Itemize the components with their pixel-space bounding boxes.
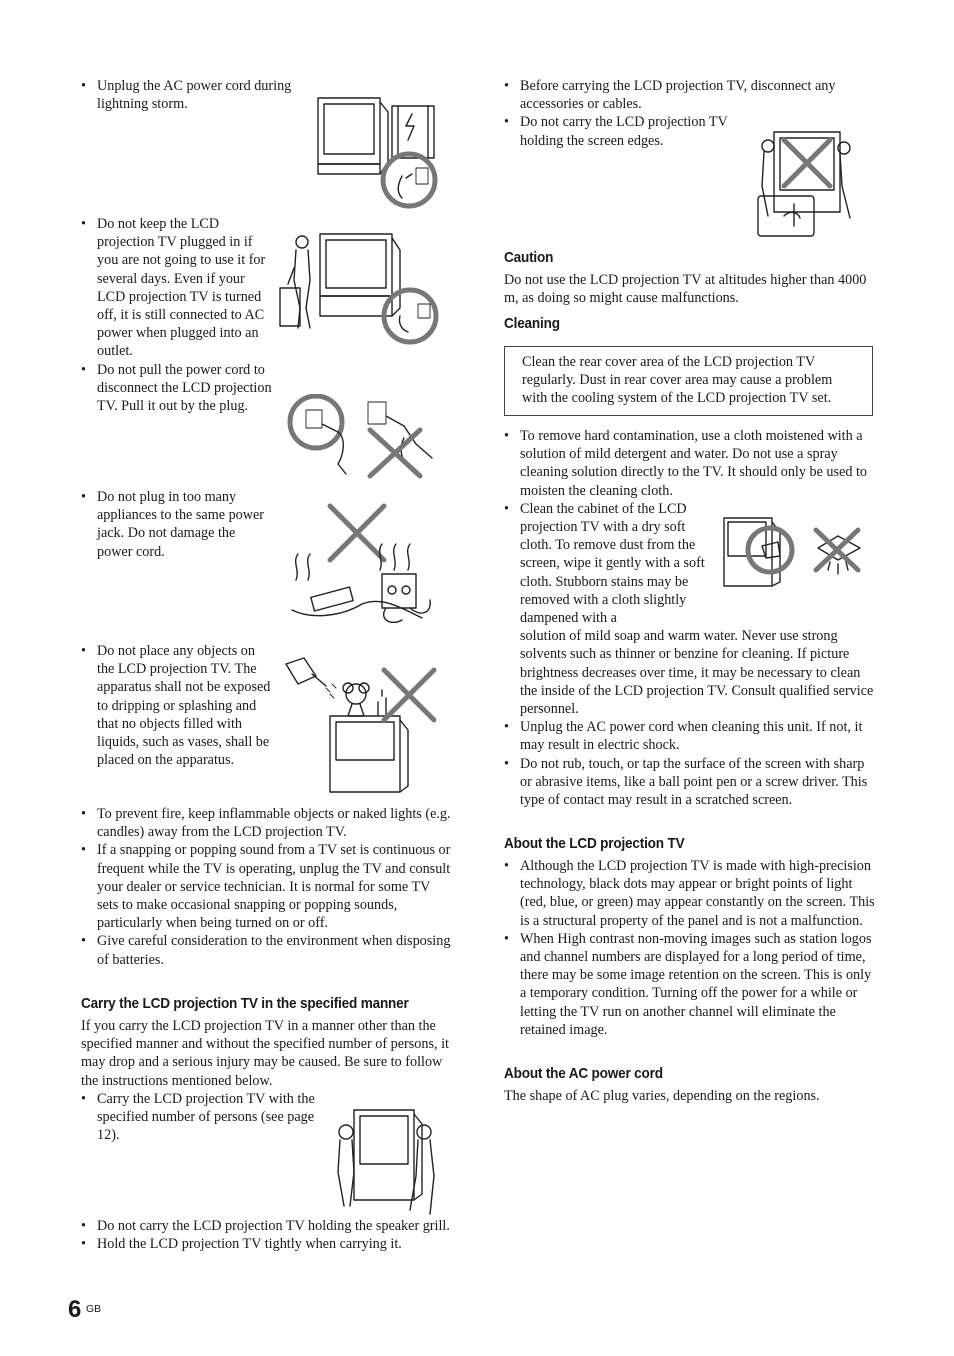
tv-lightning-unplug-illustration (312, 92, 442, 210)
list-item: • Do not keep the LCD projection TV plugged in if you are not going to use it for several days. Even if your LCD projection TV is turned off, it is still connected to AC power when plugged into an outlet. (81, 215, 273, 361)
section-heading: Cleaning (504, 316, 560, 333)
bullet-list (81, 1090, 321, 1145)
bullet-list (81, 805, 453, 969)
section-heading: Caution (504, 250, 554, 266)
bullet-list (81, 1217, 453, 1253)
list-item: • To remove hard contamination, use a cloth moistened with a solution of mild detergent and water. Do not use a spray cleaning solution directly to the TV. It should only be used to moisten the cleaning cloth. (504, 427, 876, 500)
pull-plug-illustration (286, 394, 442, 480)
list-item: • Before carrying the LCD projection TV, disconnect any accessories or cables. (504, 77, 876, 113)
list-item: • Give careful consideration to the environment when disposing of batteries. (81, 932, 453, 968)
list-item: • When High contrast non-moving images such as station logos and channel numbers are displayed for a long period of time, there may be some image retention on the screen. This is only a temporary condition. Turning off the power for a while or letting the TV run on another channel will eliminate the retained image. (504, 930, 876, 1039)
section-heading: About the LCD projection TV (504, 836, 685, 852)
list-item: • Do not rub, touch, or tap the surface of the screen with sharp or abrasive items, like a ball point pen or a screw driver. This type of contact may result in a scratched screen. (504, 755, 876, 810)
section-heading: Carry the LCD projection TV in the specified manner (81, 996, 409, 1012)
list-item-text: • Clean the cabinet of the LCD projection TV with a dry soft cloth. To remove dust from the screen, wipe it gently with a soft cloth. Stubborn stains may be removed with a cloth slightly dampened with a (520, 500, 705, 627)
caution-section (504, 249, 876, 333)
objects-on-tv-illustration (282, 654, 442, 796)
list-item-text: solution of mild soap and warm water. Never use strong solvents such as thinner or benzine for cleaning. If picture brightness decreases over time, it may be necessary to clean the inside of the LCD projection TV. Consult qualified service personnel. (520, 628, 874, 718)
cleaning-notice-box (504, 346, 873, 416)
list-item: • Although the LCD projection TV is made with high-precision technology, black dots may appear or bright points of light (red, blue, or green) may appear constantly on the screen. This is a structural property of the panel and is not a malfunction. (504, 857, 876, 930)
notice-text: Clean the rear cover area of the LCD projection TV regularly. Dust in rear cover area may cause a problem with the cooling system of the LCD projection TV set. (522, 354, 833, 407)
bullet-list (504, 857, 876, 1039)
list-item: • If a snapping or popping sound from a TV set is continuous or frequent while the TV is operating, unplug the TV and consult your dealer or service technician. It is normal for some TV sets to make occasional snapping or popping sounds, particularly when being turned on or off. (81, 841, 453, 932)
list-item: • Hold the LCD projection TV tightly when carrying it. (81, 1235, 453, 1253)
bullet-list (81, 215, 273, 415)
screen-edge-carry-illustration (754, 126, 864, 240)
list-item: • Do not place any objects on the LCD projection TV. The apparatus shall not be exposed to dripping or splashing and that no objects filled with liquids, such as vases, shall be placed on the apparatus. (81, 642, 273, 769)
list-item: • Do not plug in too many appliances to the same power jack. Do not damage the power cord. (81, 488, 273, 561)
overloaded-outlet-illustration (282, 500, 442, 632)
dry-cloth-no-spray-illustration (718, 512, 868, 596)
paragraph: Do not use the LCD projection TV at altitudes higher than 4000 m, as doing so might cause malfunctions. (504, 272, 867, 307)
list-item: • Do not carry the LCD projection TV holding the speaker grill. (81, 1217, 453, 1235)
about-tv-section (504, 835, 876, 1039)
list-item: • Do not carry the LCD projection TV holding the screen edges. (504, 113, 748, 149)
bullet-list (81, 488, 273, 561)
bullet-list (504, 427, 876, 809)
page-number: 6 (68, 1296, 82, 1323)
list-item: • Unplug the AC power cord during lightning storm. (81, 77, 303, 113)
about-ac-section (504, 1065, 876, 1105)
paragraph: If you carry the LCD projection TV in a manner other than the specified manner and without the specified number of persons, it may drop and a serious injury may be caused. Be sure to follow the instructions mentioned below. (81, 1018, 449, 1089)
region-label: GB (86, 1303, 102, 1315)
bullet-list (81, 77, 303, 113)
list-item: • Unplug the AC power cord when cleaning this unit. If not, it may result in electric shock. (504, 718, 876, 754)
two-person-carry-illustration (330, 1102, 442, 1220)
list-item: • Do not pull the power cord to disconnect the LCD projection TV. Pull it out by the plug. (81, 361, 273, 416)
list-item: • Carry the LCD projection TV with the specified number of persons (see page 12). (81, 1090, 321, 1145)
tv-traveller-unplug-illustration (274, 228, 444, 346)
bullet-list (81, 642, 273, 769)
section-heading: About the AC power cord (504, 1066, 663, 1082)
paragraph: The shape of AC plug varies, depending on the regions. (504, 1088, 820, 1104)
list-item: • To prevent fire, keep inflammable objects or naked lights (e.g. candles) away from the LCD projection TV. (81, 805, 453, 841)
